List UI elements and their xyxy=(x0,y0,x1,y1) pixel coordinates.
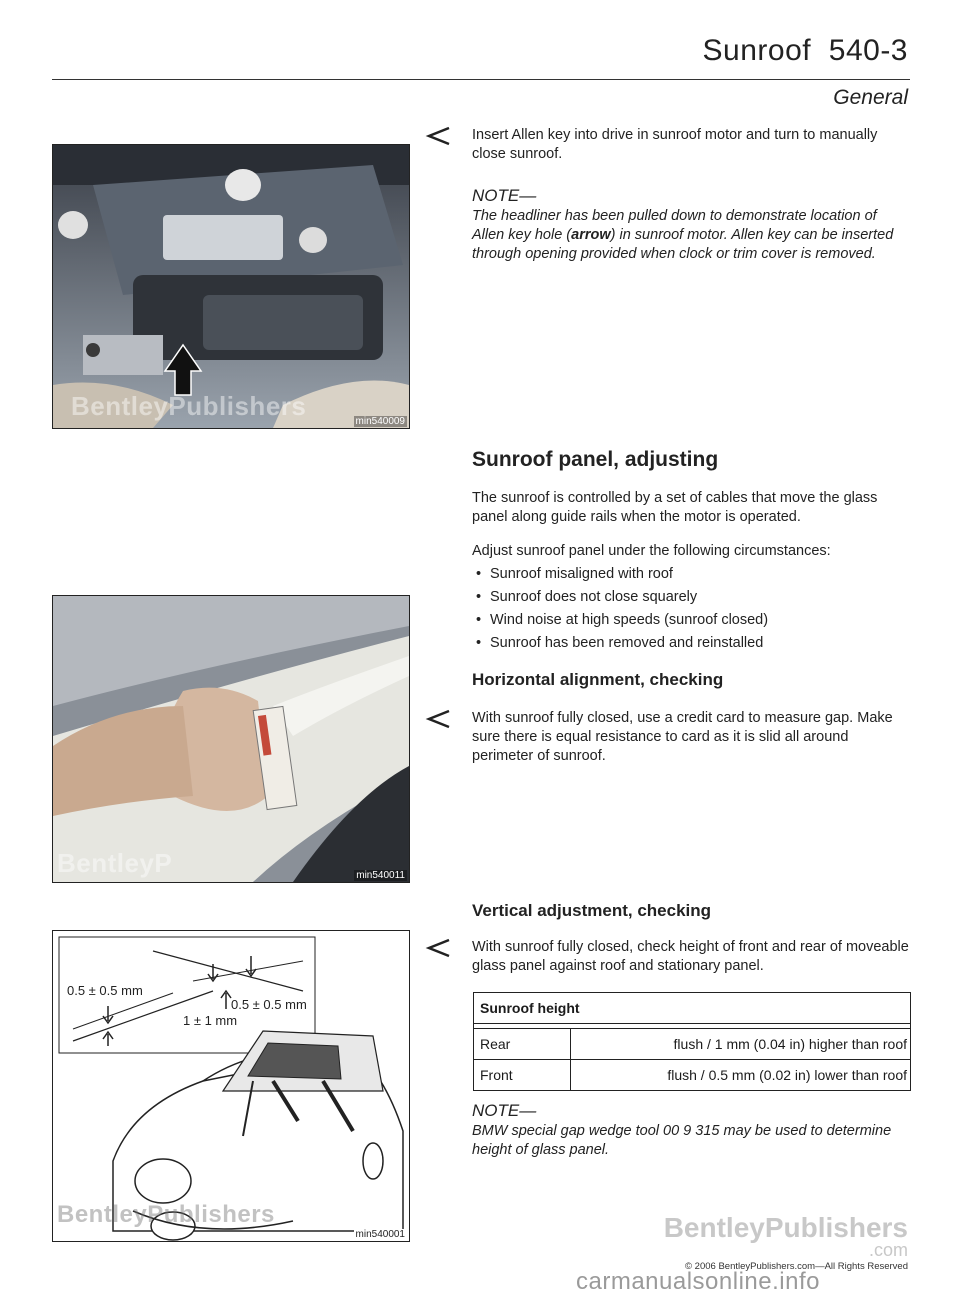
motor-instruction: Insert Allen key into drive in sunroof motor and turn to manually close sunroof. xyxy=(472,127,878,162)
note-block-1 xyxy=(472,186,912,264)
left-pointer-icon xyxy=(425,126,451,146)
page-title: Sunroof 540-3 xyxy=(702,34,908,67)
sunroof-motor-photo xyxy=(52,144,410,429)
list-item: • Sunroof misaligned with roof xyxy=(472,563,912,586)
note-text: BMW special gap wedge tool 00 9 315 may be used to determine height of glass panel. xyxy=(472,1123,892,1158)
note-label: NOTE— xyxy=(472,1101,537,1120)
callout-center: 1 ± 1 mm xyxy=(183,1013,238,1028)
section-heading-vertical: Vertical adjustment, checking xyxy=(472,901,712,920)
callout-left: 0.5 ± 0.5 mm xyxy=(67,983,143,998)
figure-id: min540009 xyxy=(355,416,405,427)
circumstance-list xyxy=(472,563,912,655)
publisher-logo: BentleyPublishers xyxy=(663,1212,908,1243)
table-row xyxy=(474,1028,910,1059)
sunroof-motor-illustration xyxy=(53,145,409,428)
figure-id: min540011 xyxy=(356,870,405,881)
section-heading-horizontal: Horizontal alignment, checking xyxy=(472,670,724,689)
note-text-pre: The headliner has been pulled down to demonstrate location of Allen key hole ( xyxy=(472,208,877,243)
vertical-instruction: With sunroof fully closed, check height of front and rear of moveable glass panel against roof and stationary panel. xyxy=(472,939,909,974)
table-cell-value: flush / 0.5 mm (0.02 in) lower than roof xyxy=(667,1067,907,1083)
note-text xyxy=(472,207,912,264)
car-diagram-illustration xyxy=(53,931,409,1241)
credit-card-illustration xyxy=(53,596,409,882)
photo-watermark: BentleyP xyxy=(57,848,173,878)
figure-id: min540001 xyxy=(355,1229,405,1240)
callout-right: 0.5 ± 0.5 mm xyxy=(231,997,307,1012)
note-label: NOTE— xyxy=(472,186,537,205)
credit-card-gap-photo xyxy=(52,595,410,883)
horizontal-instruction: With sunroof fully closed, use a credit card to measure gap. Make sure there is equal resistance to card as it is slid all around perimeter of sunroof. xyxy=(472,710,893,764)
header-rule xyxy=(52,79,910,80)
note-text-post: ) in sunroof motor. Allen key can be inserted through opening provided when clock or trim cover is removed. xyxy=(472,227,894,262)
paragraph-circumstances: Adjust sunroof panel under the following circumstances: xyxy=(472,543,831,559)
table-cell-label: Rear xyxy=(474,1029,571,1059)
note-text-bold: arrow xyxy=(571,227,611,243)
page-subtitle: General xyxy=(833,86,908,109)
note-block-2 xyxy=(472,1101,912,1160)
table-title: Sunroof height xyxy=(480,1000,580,1016)
publisher-logo-com: .com xyxy=(868,1240,908,1260)
table-cell-value: flush / 1 mm (0.04 in) higher than roof xyxy=(673,1036,907,1052)
list-item: • Sunroof has been removed and reinstalled xyxy=(472,632,912,655)
section-heading-adjusting: Sunroof panel, adjusting xyxy=(472,448,719,471)
table-cell-label: Front xyxy=(474,1060,571,1090)
photo-watermark: BentleyPublishers xyxy=(71,391,307,421)
site-watermark: carmanualsonline.info xyxy=(576,1268,820,1295)
photo-watermark: BentleyPublishers xyxy=(57,1201,275,1228)
copyright-notice: © 2006 BentleyPublishers.com—All Rights Reserved xyxy=(685,1261,908,1272)
left-pointer-icon xyxy=(425,938,451,958)
list-item: • Sunroof does not close squarely xyxy=(472,586,912,609)
sunroof-height-table xyxy=(473,992,911,1091)
left-pointer-icon xyxy=(425,709,451,729)
list-item: • Wind noise at high speeds (sunroof closed) xyxy=(472,609,912,632)
table-row xyxy=(474,1059,910,1090)
paragraph-cables: The sunroof is controlled by a set of cables that move the glass panel along guide rails when the motor is operated. xyxy=(472,490,878,525)
car-sunroof-diagram xyxy=(52,930,410,1242)
